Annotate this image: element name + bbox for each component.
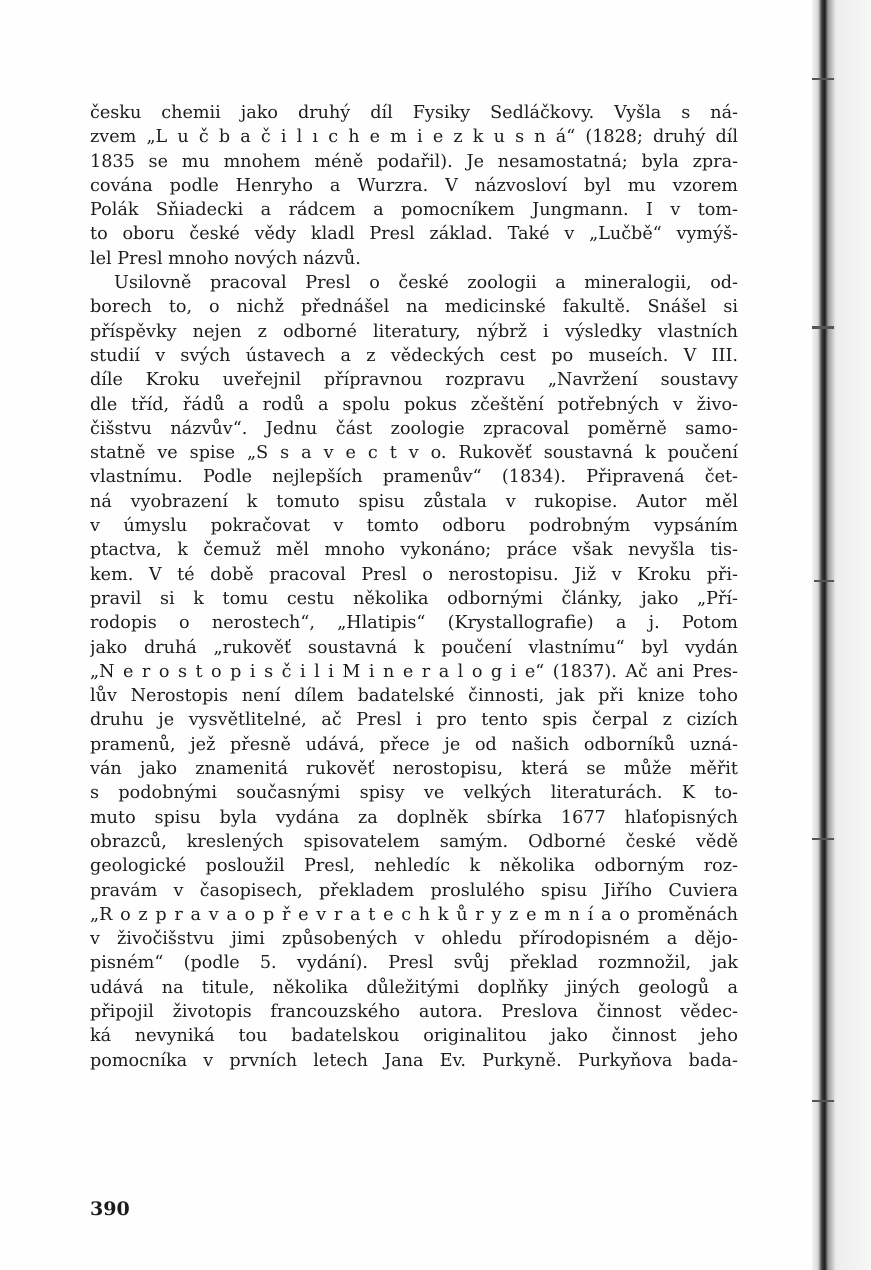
text-line: rodopis o nerostech“, „Hlatipis“ (Krystallografie) a j. Potom	[90, 613, 738, 634]
page-number: 390	[90, 1198, 130, 1220]
text-line: připojil životopis francouzského autora. Preslova činnost vědec-	[90, 1001, 738, 1022]
text-line: pomocníka v prvních letech Jana Ev. Purkyně. Purkyňova bada-	[90, 1050, 738, 1071]
binding-notch	[812, 326, 834, 329]
text-line: cována podle Henryho a Wurzra. V názvosloví byl mu vzorem	[90, 175, 738, 196]
text-line: v úmyslu pokračovat v tomto odboru podrobným vypsáním	[90, 516, 738, 537]
paragraph-start-line: Usilovně pracoval Presl o české zoologii a mineralogii, od-	[114, 273, 738, 294]
text-line: borech to, o nichž přednášel na medicinské fakultě. Snášel si	[90, 297, 738, 318]
text-line: ptactva, k čemuž měl mnoho vykonáno; práce však nevyšla tis-	[90, 540, 738, 561]
text-line: česku chemii jako druhý díl Fysiky Sedláčkovy. Vyšla s ná-	[90, 103, 738, 123]
text-line: čišstvu názvův“. Jednu část zoologie zpracoval poměrně samo-	[90, 418, 738, 439]
text-line: pramenů, jež přesně udává, přece je od našich odborníků uzná-	[90, 734, 738, 755]
body-text	[90, 101, 738, 1073]
text-line: to oboru české vědy kladl Presl základ. Také v „Lučbě“ vymýš-	[90, 224, 738, 245]
text-line: díle Kroku uveřejnil přípravnou rozpravu „Navržení soustavy	[90, 370, 738, 391]
text-line: vlastnímu. Podle nejlepších pramenův“ (1834). Připravená čet-	[90, 467, 738, 488]
text-line: pravám v časopisech, překladem proslulého spisu Jiřího Cuviera	[90, 880, 738, 901]
text-line: obrazců, kreslených spisovatelem samým. Odborné české vědě	[90, 831, 738, 852]
binding-notch	[812, 1100, 834, 1102]
book-binding-edge	[812, 0, 871, 1270]
text-line: ván jako znamenitá rukověť nerostopisu, která se může měřit	[90, 759, 738, 780]
binding-notch	[814, 580, 834, 582]
text-line: zvem „L u č b a č i l ı c h e m i e z k u s n á“ (1828; druhý díl	[90, 127, 738, 148]
text-line: pisném“ (podle 5. vydání). Presl svůj překlad rozmnožil, jak	[90, 953, 738, 974]
text-line: udává na titule, několika důležitými doplňky jiných geologů a	[90, 977, 738, 998]
text-line: lův Nerostopis není dílem badatelské činnosti, jak při knize toho	[90, 686, 738, 707]
text-line: Polák Sňiadecki a rádcem a pomocníkem Jungmann. I v tom-	[90, 200, 738, 221]
text-line: pravil si k tomu cestu několika odbornými články, jako „Pří-	[90, 588, 738, 609]
text-line: ná vyobrazení k tomuto spisu zůstala v rukopise. Autor měl	[90, 491, 738, 512]
text-line: studií v svých ústavech a z vědeckých cest po museích. V III.	[90, 345, 738, 366]
text-line: statně ve spise „S s a v e c t v o. Rukověť soustavná k poučení	[90, 443, 738, 464]
text-line: „R o z p r a v a o p ř e v r a t e c h k ů r y z e m n í a o proměnách	[90, 904, 738, 925]
text-line: příspěvky nejen z odborné literatury, nýbrž i výsledky vlastních	[90, 321, 738, 342]
text-line: lel Presl mnoho nových názvů.	[90, 248, 361, 269]
text-line: v živočišstvu jimi způsobených v ohledu přírodopisném a dějo-	[90, 929, 738, 950]
text-line: 1835 se mu mnohem méně podařil). Je nesamostatná; byla zpra-	[90, 151, 738, 172]
text-line: dle tříd, řádů a rodů a spolu pokus zčeštění potřebných v živo-	[90, 394, 738, 415]
text-line: ká nevyniká tou badatelskou originalitou jako činnost jeho	[90, 1026, 738, 1047]
text-line: muto spisu byla vydána za doplněk sbírka 1677 hlaťopisných	[90, 807, 738, 828]
text-line: jako druhá „rukověť soustavná k poučení vlastnímu“ byl vydán	[90, 637, 738, 658]
binding-notch	[812, 78, 834, 80]
text-line: s podobnými současnými spisy ve velkých literaturách. K to-	[90, 783, 738, 804]
text-line: druhu je vysvětlitelné, ač Presl i pro tento spis čerpal z cizích	[90, 710, 738, 731]
text-line: „N e r o s t o p i s č i l i M i n e r a l o g i e“ (1837). Ač ani Pres-	[90, 661, 738, 682]
text-line: geologické posloužil Presl, nehledíc k několika odborným roz-	[90, 856, 738, 877]
binding-notch	[812, 838, 834, 840]
text-line: kem. V té době pracoval Presl o nerostopisu. Již v Kroku při-	[90, 564, 738, 585]
